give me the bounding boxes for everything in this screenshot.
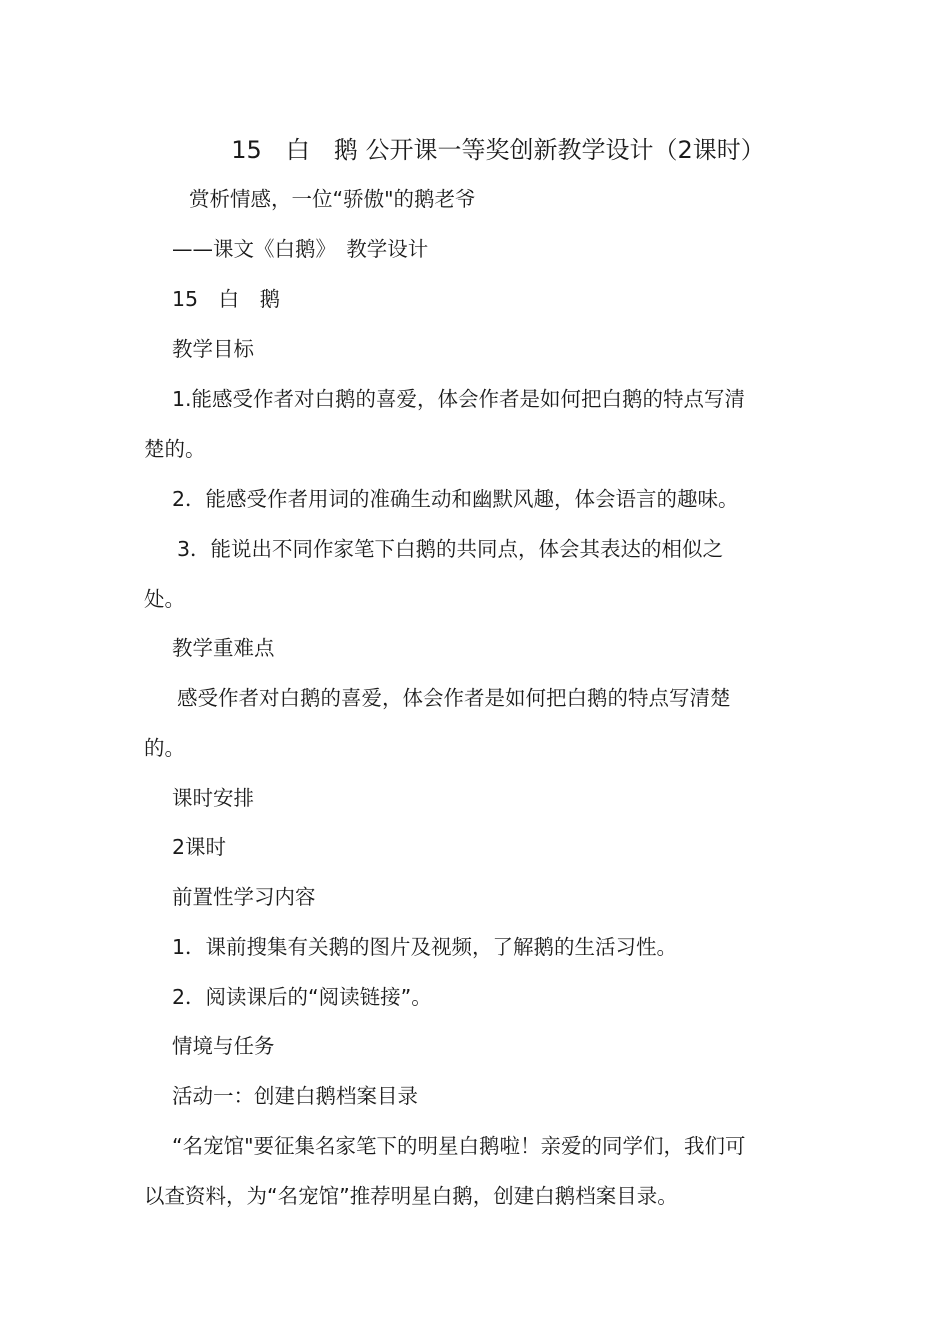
goal-1-line-1: 1.能感受作者对白鹅的喜爱，体会作者是如何把白鹅的特点写清 — [172, 387, 746, 411]
schedule-heading: 课时安排 — [172, 786, 254, 810]
key-points-line-1: 感受作者对白鹅的喜爱，体会作者是如何把白鹅的特点写清楚 — [177, 686, 731, 710]
document-byline: ——课文《白鹅》 教学设计 — [172, 237, 429, 261]
prestudy-heading: 前置性学习内容 — [172, 885, 316, 909]
goal-3-line-1: 3．能说出不同作家笔下白鹅的共同点，体会其表达的相似之 — [177, 537, 724, 561]
goal-3-line-2: 处。 — [144, 587, 185, 611]
lesson-heading: 15 白 鹅 — [172, 287, 281, 311]
key-points-line-2: 的。 — [144, 736, 185, 760]
key-points-heading: 教学重难点 — [172, 636, 275, 660]
document-subtitle: 赏析情感，一位“骄傲"的鹅老爷 — [189, 187, 476, 211]
goal-2: 2．能感受作者用词的准确生动和幽默风趣，体会语言的趣味。 — [172, 487, 739, 511]
context-heading: 情境与任务 — [172, 1034, 275, 1058]
schedule-value: 2课时 — [172, 835, 227, 859]
activity-1-heading: 活动一：创建白鹅档案目录 — [172, 1084, 418, 1108]
prestudy-item-1: 1．课前搜集有关鹅的图片及视频，了解鹅的生活习性。 — [172, 935, 678, 959]
activity-1-line-2: 以查资料，为“名宠馆”推荐明星白鹅，创建白鹅档案目录。 — [144, 1184, 678, 1208]
prestudy-item-2: 2．阅读课后的“阅读链接”。 — [172, 985, 432, 1009]
activity-1-line-1: “名宠馆"要征集名家笔下的明星白鹅啦！亲爱的同学们，我们可 — [172, 1134, 746, 1158]
goals-heading: 教学目标 — [172, 337, 254, 361]
goal-1-line-2: 楚的。 — [144, 437, 206, 461]
document-title: 15 白 鹅 公开课一等奖创新教学设计（2课时） — [231, 136, 765, 164]
